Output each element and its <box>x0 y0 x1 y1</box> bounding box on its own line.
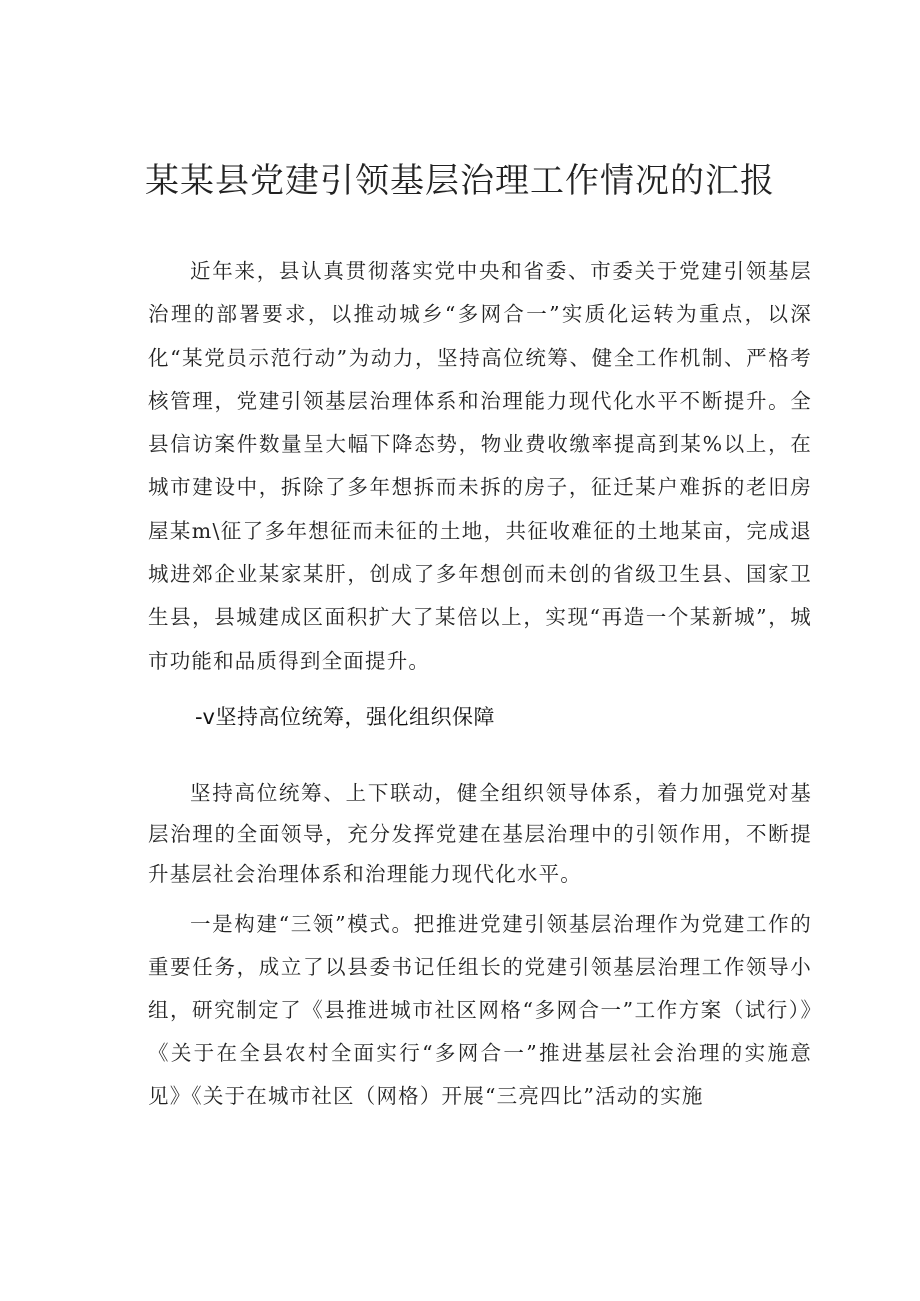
section-paragraph-2: 一是构建“三领”模式。把推进党建引领基层治理作为党建工作的重要任务，成立了以县委书记任组长的党建引领基层治理工作领导小组，研究制定了《县推进城市社区网格“多网合一”工作方案（试行）》《关于在全县农村全面实行“多网合一”推进基层社会治理的实施意见》《关于在城市社区（网格）开展“三亮四比”活动的实施 <box>148 912 812 1108</box>
section-heading: -v坚持高位统筹，强化组织保障 <box>195 705 495 729</box>
intro-paragraph: 近年来，县认真贯彻落实党中央和省委、市委关于党建引领基层治理的部署要求，以推动城乡“多网合一”实质化运转为重点，以深化“某党员示范行动”为动力，坚持高位统筹、健全工作机制、严格考核管理，党建引领基层治理体系和治理能力现代化水平不断提升。全县信访案件数量呈大幅下降态势，物业费收缴率提高到某%以上，在城市建设中，拆除了多年想拆而未拆的房子，征迁某户难拆的老旧房屋某m\征了多年想征而未征的土地，共征收难征的土地某亩，完成退城进郊企业某家某肝，创成了多年想创而未创的省级卫生县、国家卫生县，县城建成区面积扩大了某倍以上，实现“再造一个某新城”，城市功能和品质得到全面提升。 <box>148 259 812 673</box>
section-paragraph-1: 坚持高位统筹、上下联动，健全组织领导体系，着力加强党对基层治理的全面领导，充分发挥党建在基层治理中的引领作用，不断提升基层社会治理体系和治理能力现代化水平。 <box>148 781 812 886</box>
document-title: 某某县党建引领基层治理工作情况的汇报 <box>145 161 775 201</box>
